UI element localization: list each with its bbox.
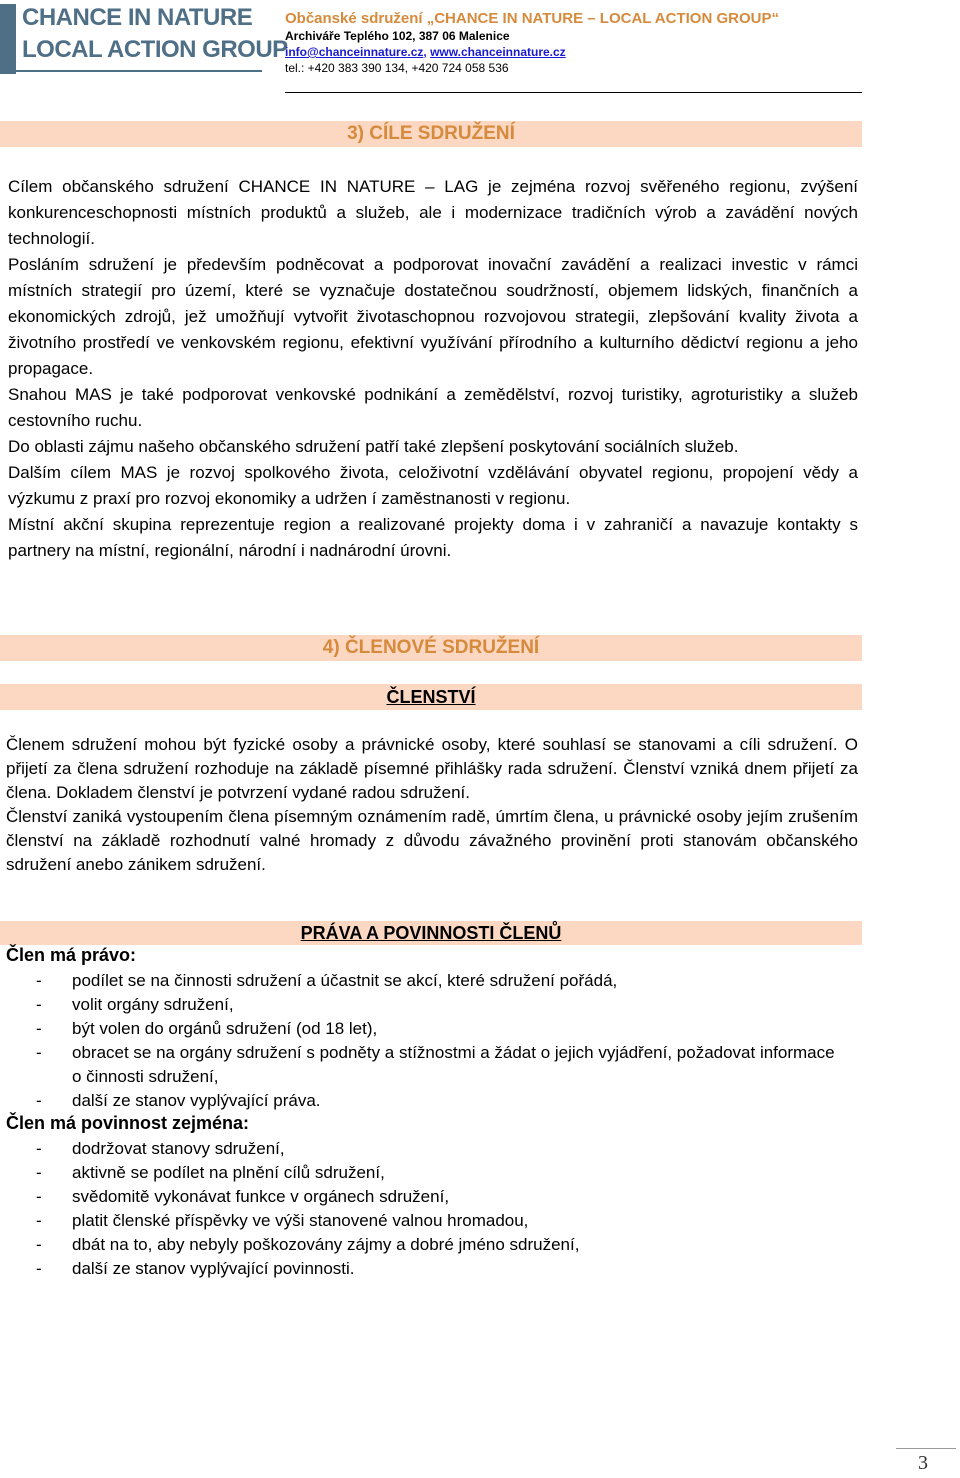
page-number: 3 [918, 1452, 928, 1474]
list-dash: - [36, 1211, 42, 1230]
organization-contacts [285, 45, 566, 59]
list-item [36, 1041, 836, 1089]
membership-heading-text: ČLENSTVÍ [386, 687, 476, 707]
logo-title: CHANCE IN NATURE [22, 4, 253, 31]
paragraph: Posláním sdružení je především podněcovat a podporovat inovační zavádění a realizaci investic v rámci místních strategií pro území, které se vyznačuje dostatečnou soudržností, objemem lidských, finančních a ekonomických zdrojů, jež umožňují vytvořit životaschopnou rozvojovou strategii, zlepšování kvality života a životního prostředí ve venkovském regionu, efektivní využívání přírodního a kulturního dědictví regionu a jeho propagace. [8, 255, 858, 378]
list-item [36, 1209, 836, 1233]
list-item-text: dodržovat stanovy sdružení, [72, 1139, 285, 1158]
list-item-text: aktivně se podílet na plnění cílů sdružení, [72, 1163, 385, 1182]
list-item [36, 1185, 836, 1209]
list-item-text: podílet se na činnosti sdružení a účastnit se akcí, které sdružení pořádá, [72, 971, 618, 990]
rights-heading [0, 920, 862, 946]
section-3-body [8, 174, 858, 564]
list-dash: - [36, 971, 42, 990]
paragraph: Dalším cílem MAS je rozvoj spolkového života, celoživotní vzdělávání obyvatel regionu, propojení vědy a výzkumu z praxí pro rozvoj ekonomiky a udržen í zaměstnanosti v regionu. [8, 463, 858, 508]
list-item-text: další ze stanov vyplývající povinnosti. [72, 1259, 355, 1278]
paragraph: Členství zaniká vystoupením člena písemným oznámením radě, úmrtím člena, u právnické osoby jejím zrušením členství na základě rozhodnutí valné hromady z důvodu závažného provinění proti stanovám občanského sdružení anebo zánikem sdružení. [6, 807, 858, 874]
list-item [36, 993, 836, 1017]
list-item [36, 1089, 836, 1113]
list-item-text: obracet se na orgány sdružení s podněty a stížnostmi a žádat o jejich vyjádření, požadovat informace o činnosti sdružení, [72, 1043, 835, 1086]
list-dash: - [36, 1235, 42, 1254]
list-dash: - [36, 1259, 42, 1278]
paragraph: Místní akční skupina reprezentuje region a realizované projekty doma i v zahraničí a navazuje kontakty s partnery na místní, regionální, národní i nadnárodní úrovni. [8, 515, 858, 560]
rights-list [36, 969, 836, 1113]
list-dash: - [36, 1091, 42, 1110]
logo-mark [0, 4, 16, 74]
logo-subtitle: LOCAL ACTION GROUP [22, 36, 288, 63]
list-dash: - [36, 1019, 42, 1038]
paragraph: Do oblasti zájmu našeho občanského sdružení patří také zlepšení poskytování sociálních služeb. [8, 437, 739, 456]
section-4-title: 4) ČLENOVÉ SDRUŽENÍ [322, 637, 540, 658]
logo-underline [4, 70, 262, 72]
list-item-text: volit orgány sdružení, [72, 995, 234, 1014]
rights-heading-text: PRÁVA A POVINNOSTI ČLENŮ [300, 923, 562, 943]
list-item [36, 1233, 836, 1257]
list-item-text: dbát na to, aby nebyly poškozovány zájmy a dobré jméno sdružení, [72, 1235, 580, 1254]
footer-divider [896, 1448, 956, 1449]
list-item [36, 1137, 836, 1161]
list-item [36, 1017, 836, 1041]
section-3-title: 3) CÍLE SDRUŽENÍ [347, 123, 515, 144]
paragraph: Členem sdružení mohou být fyzické osoby a právnické osoby, které souhlasí se stanovami a cíli sdružení. O přijetí za člena sdružení rozhoduje na základě písemné přihlášky rada sdružení. Členství vzniká dnem přijetí za člena. Dokladem členství je potvrzení vydané radou sdružení. [6, 735, 858, 802]
list-item-text: být volen do orgánů sdružení (od 18 let), [72, 1019, 378, 1038]
list-item [36, 1161, 836, 1185]
list-item [36, 969, 836, 993]
header-divider [285, 92, 862, 93]
rights-label: Člen má právo: [6, 945, 137, 965]
paragraph: Snahou MAS je také podporovat venkovské podnikání a zemědělství, rozvoj turistiky, agroturistiky a služeb cestovního ruchu. [8, 385, 858, 430]
website-link[interactable]: www.chanceinnature.cz [430, 45, 566, 59]
paragraph: Cílem občanského sdružení CHANCE IN NATURE – LAG je zejména rozvoj svěřeného regionu, zvýšení konkurenceschopnosti místních produktů a služeb, ale i modernizace tradičních výrob a zavádění nových technologií. [8, 177, 858, 248]
list-item-text: svědomitě vykonávat funkce v orgánech sdružení, [72, 1187, 450, 1206]
list-dash: - [36, 995, 42, 1014]
organization-name: Občanské sdružení „CHANCE IN NATURE – LOCAL ACTION GROUP“ [285, 10, 779, 27]
organization-phone: tel.: +420 383 390 134, +420 724 058 536 [285, 61, 509, 75]
duties-label: Člen má povinnost zejména: [6, 1113, 250, 1133]
email-link[interactable]: info@chanceinnature.cz [285, 45, 424, 59]
list-dash: - [36, 1163, 42, 1182]
list-item [36, 1257, 836, 1281]
contact-separator: , [423, 45, 431, 59]
list-dash: - [36, 1043, 42, 1062]
membership-heading [0, 684, 862, 710]
duties-list [36, 1137, 836, 1281]
membership-body [6, 733, 858, 877]
list-dash: - [36, 1187, 42, 1206]
list-item-text: další ze stanov vyplývající práva. [72, 1091, 321, 1110]
list-item-text: platit členské příspěvky ve výši stanovené valnou hromadou, [72, 1211, 529, 1230]
organization-address: Archiváře Teplého 102, 387 06 Malenice [285, 29, 510, 43]
list-dash: - [36, 1139, 42, 1158]
